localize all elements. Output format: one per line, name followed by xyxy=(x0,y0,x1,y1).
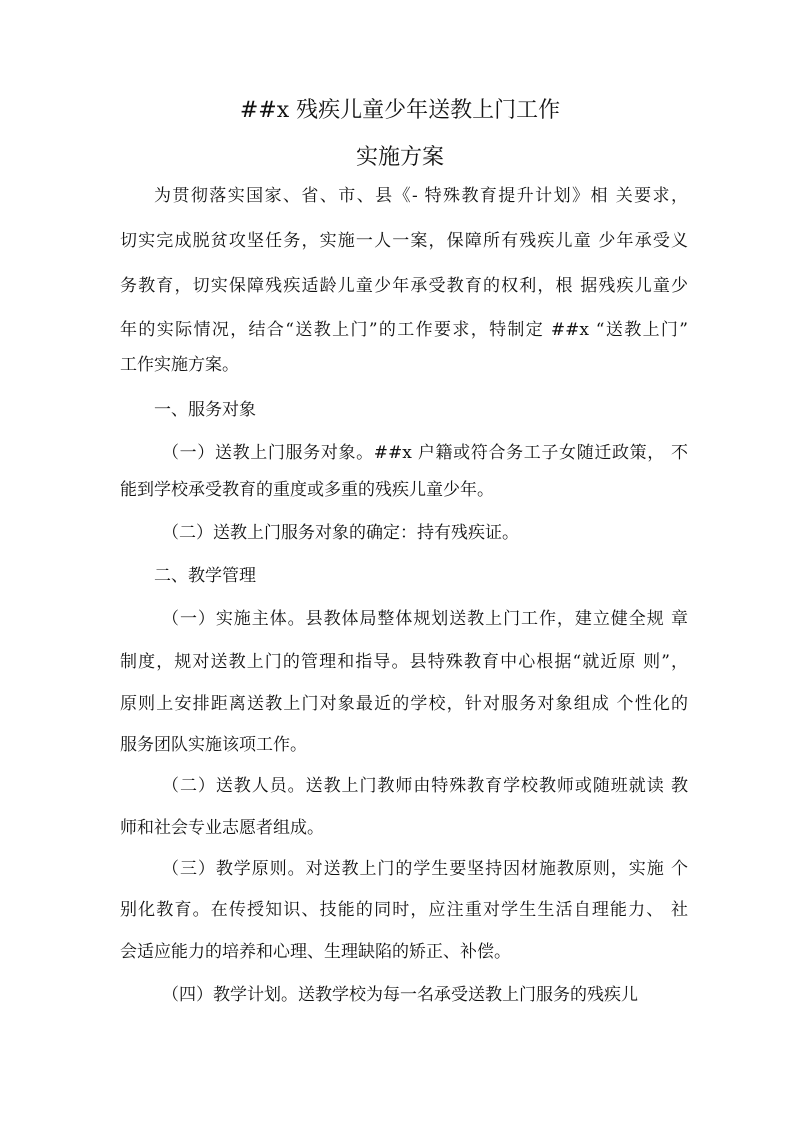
paragraph-line: （三）教学原则。对送教上门的学生要坚持因材施教原则，实施 个 xyxy=(162,859,688,879)
paragraph-line: 能到学校承受教育的重度或多重的残疾儿童少年。 xyxy=(120,480,494,500)
paragraph-line: 为贯彻落实国家、省、市、县《- 特殊教育提升计划》相 关要求， xyxy=(154,186,688,206)
section-heading: 二、教学管理 xyxy=(154,566,256,586)
paragraph-line: （一）送教上门服务对象。##x 户籍或符合务工子女随迁政策， 不 xyxy=(162,443,688,463)
paragraph-line: 制度，规对送教上门的管理和指导。县特殊教育中心根据“就近原 则”， xyxy=(120,652,688,672)
paragraph-line: 别化教育。在传授知识、技能的同时，应注重对学生生活自理能力、 社 xyxy=(120,900,688,920)
paragraph-line: （二）送教上门服务对象的确定：持有残疾证。 xyxy=(162,523,519,543)
paragraph-line: 年的实际情况，结合“送教上门”的工作要求，特制定 ##x “送教上门” xyxy=(120,320,688,340)
document-title: ##x 残疾儿童少年送教上门工作 xyxy=(239,98,561,123)
paragraph-line: 服务团队实施该项工作。 xyxy=(120,735,307,755)
paragraph-line: 工作实施方案。 xyxy=(120,355,239,375)
paragraph-line: （一）实施主体。县教体局整体规划送教上门工作，建立健全规 章 xyxy=(162,609,688,629)
paragraph-line: 务教育，切实保障残疾适龄儿童少年承受教育的权利，根 据残疾儿童少 xyxy=(120,276,688,296)
paragraph-line: 师和社会专业志愿者组成。 xyxy=(120,818,324,838)
paragraph-line: 原则上安排距离送教上门对象最近的学校，针对服务对象组成 个性化的 xyxy=(120,694,688,714)
paragraph-line: （二）送教人员。送教上门教师由特殊教育学校教师或随班就读 教 xyxy=(162,776,688,796)
paragraph-line: 会适应能力的培养和心理、生理缺陷的矫正、补偿。 xyxy=(120,942,511,962)
paragraph-line: （四）教学计划。送教学校为每一名承受送教上门服务的残疾儿 xyxy=(162,985,638,1005)
paragraph-line: 切实完成脱贫攻坚任务，实施一人一案，保障所有残疾儿童 少年承受义 xyxy=(120,231,688,251)
section-heading: 一、服务对象 xyxy=(154,400,256,420)
document-subtitle: 实施方案 xyxy=(355,145,444,170)
